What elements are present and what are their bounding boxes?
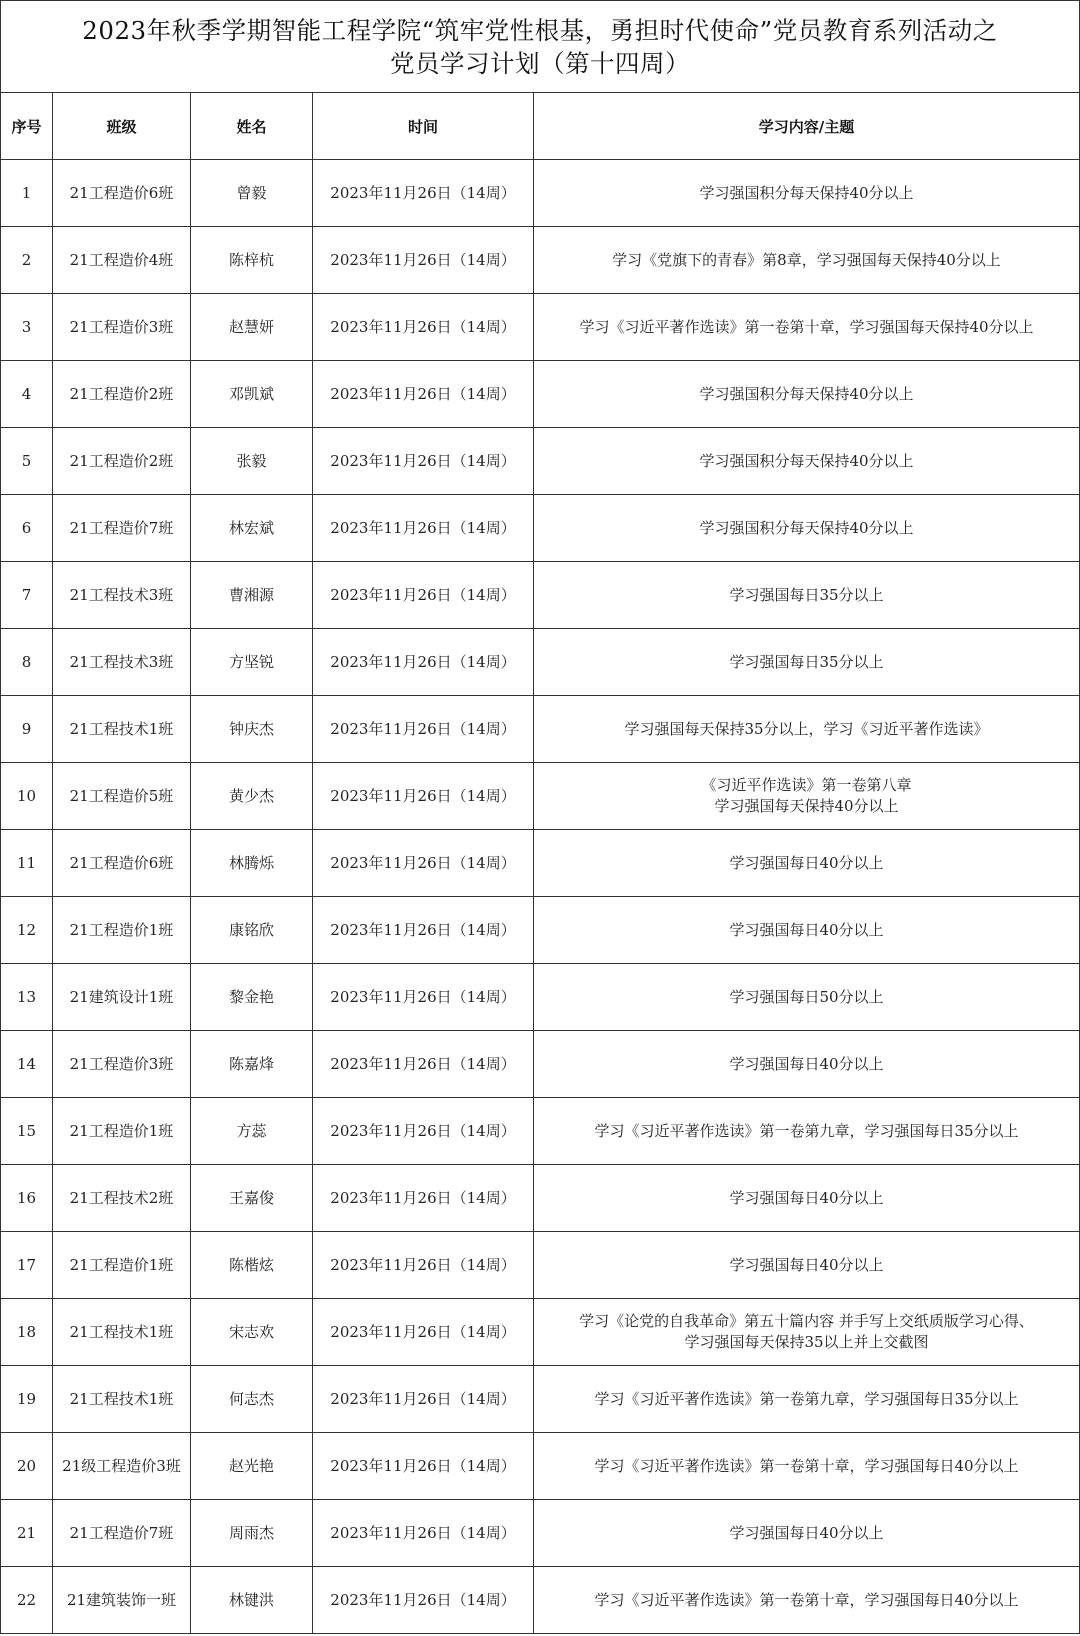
cell-class: 21工程造价5班 [53,763,191,830]
cell-class: 21工程技术1班 [53,1299,191,1366]
table-row [1,830,1080,897]
table-row [1,964,1080,1031]
cell-class: 21工程造价6班 [53,830,191,897]
content-line: 学习强国每日40分以上 [729,1255,884,1274]
content-line: 学习强国积分每天保持40分以上 [699,183,914,202]
content-line: 学习强国每日40分以上 [729,1523,884,1542]
cell-name: 王嘉俊 [191,1165,313,1232]
cell-no: 5 [1,428,53,495]
cell-content [534,1433,1080,1500]
cell-class: 21工程造价7班 [53,1500,191,1567]
cell-time: 2023年11月26日（14周） [313,495,534,562]
table-row [1,763,1080,830]
table-row [1,696,1080,763]
table-row [1,160,1080,227]
table-row [1,294,1080,361]
table-row [1,897,1080,964]
cell-no: 3 [1,294,53,361]
content-line: 学习强国积分每天保持40分以上 [699,518,914,537]
cell-no: 2 [1,227,53,294]
cell-no: 11 [1,830,53,897]
content-line: 学习强国每天保持40分以上 [714,797,899,815]
table-row [1,227,1080,294]
cell-content [534,830,1080,897]
cell-class: 21工程造价2班 [53,361,191,428]
content-line: 学习《习近平著作选读》第一卷第九章，学习强国每日35分以上 [594,1389,1019,1408]
header-time: 时间 [313,93,534,160]
cell-no: 20 [1,1433,53,1500]
cell-content [534,1567,1080,1634]
cell-no: 8 [1,629,53,696]
cell-content [534,562,1080,629]
cell-class: 21工程技术1班 [53,696,191,763]
table-row [1,1500,1080,1567]
cell-name: 周雨杰 [191,1500,313,1567]
table-row [1,361,1080,428]
cell-name: 陈楷炫 [191,1232,313,1299]
cell-no: 7 [1,562,53,629]
table-row [1,1299,1080,1366]
cell-content [534,1500,1080,1567]
cell-content [534,495,1080,562]
content-line: 学习强国每日40分以上 [729,853,884,872]
cell-content [534,1165,1080,1232]
cell-name: 林键洪 [191,1567,313,1634]
table-row [1,1031,1080,1098]
title-line-2: 党员学习计划（第十四周） [390,48,690,78]
cell-class: 21工程技术3班 [53,629,191,696]
document-title [0,0,1080,92]
table-row [1,1366,1080,1433]
header-no: 序号 [1,93,53,160]
table-row [1,495,1080,562]
cell-name: 赵光艳 [191,1433,313,1500]
table-row [1,428,1080,495]
cell-name: 方蕊 [191,1098,313,1165]
content-line: 学习强国每日35分以上 [729,652,884,671]
cell-content [534,763,1080,830]
content-line: 学习强国每日35分以上 [729,585,884,604]
content-line: 《习近平作选读》第一卷第八章 [701,776,912,794]
cell-no: 9 [1,696,53,763]
cell-name: 宋志欢 [191,1299,313,1366]
cell-no: 19 [1,1366,53,1433]
cell-time: 2023年11月26日（14周） [313,1500,534,1567]
content-line: 学习强国每日40分以上 [729,1054,884,1073]
table-row [1,629,1080,696]
cell-time: 2023年11月26日（14周） [313,964,534,1031]
table-row [1,1232,1080,1299]
study-plan-table [0,92,1080,1634]
cell-class: 21工程技术2班 [53,1165,191,1232]
cell-name: 方坚锐 [191,629,313,696]
content-line: 学习强国每日40分以上 [729,1188,884,1207]
cell-no: 6 [1,495,53,562]
cell-time: 2023年11月26日（14周） [313,1299,534,1366]
cell-time: 2023年11月26日（14周） [313,227,534,294]
cell-class: 21工程造价3班 [53,294,191,361]
cell-name: 曾毅 [191,160,313,227]
cell-content [534,294,1080,361]
cell-name: 林腾烁 [191,830,313,897]
cell-class: 21工程造价3班 [53,1031,191,1098]
table-row [1,1098,1080,1165]
cell-content [534,964,1080,1031]
header-class: 班级 [53,93,191,160]
cell-time: 2023年11月26日（14周） [313,160,534,227]
cell-content [534,428,1080,495]
cell-name: 钟庆杰 [191,696,313,763]
cell-no: 1 [1,160,53,227]
cell-name: 邓凯斌 [191,361,313,428]
cell-content [534,1366,1080,1433]
content-line: 学习《习近平著作选读》第一卷第十章，学习强国每天保持40分以上 [579,317,1034,336]
cell-time: 2023年11月26日（14周） [313,1567,534,1634]
cell-time: 2023年11月26日（14周） [313,562,534,629]
cell-no: 4 [1,361,53,428]
cell-time: 2023年11月26日（14周） [313,629,534,696]
cell-time: 2023年11月26日（14周） [313,1366,534,1433]
cell-class: 21工程造价1班 [53,1098,191,1165]
cell-class: 21级工程造价3班 [53,1433,191,1500]
cell-name: 赵慧妍 [191,294,313,361]
cell-time: 2023年11月26日（14周） [313,294,534,361]
cell-content [534,227,1080,294]
cell-name: 陈嘉烽 [191,1031,313,1098]
table-row [1,1165,1080,1232]
content-line: 学习《习近平著作选读》第一卷第十章，学习强国每日40分以上 [594,1456,1019,1475]
table-header-row [1,93,1080,160]
cell-class: 21工程技术1班 [53,1366,191,1433]
cell-content [534,361,1080,428]
cell-time: 2023年11月26日（14周） [313,897,534,964]
header-name: 姓名 [191,93,313,160]
cell-no: 14 [1,1031,53,1098]
cell-class: 21工程造价1班 [53,1232,191,1299]
cell-time: 2023年11月26日（14周） [313,830,534,897]
content-line: 学习《习近平著作选读》第一卷第十章，学习强国每日40分以上 [594,1590,1019,1609]
cell-class: 21建筑装饰一班 [53,1567,191,1634]
cell-class: 21工程造价4班 [53,227,191,294]
cell-class: 21工程造价6班 [53,160,191,227]
cell-name: 林宏斌 [191,495,313,562]
cell-class: 21工程造价7班 [53,495,191,562]
cell-class: 21工程造价2班 [53,428,191,495]
header-content: 学习内容/主题 [534,93,1080,160]
cell-name: 陈梓杭 [191,227,313,294]
cell-content [534,696,1080,763]
cell-time: 2023年11月26日（14周） [313,763,534,830]
cell-content [534,1299,1080,1366]
cell-content [534,1031,1080,1098]
content-line: 学习强国每天保持35以上并上交截图 [684,1333,929,1351]
cell-time: 2023年11月26日（14周） [313,428,534,495]
cell-time: 2023年11月26日（14周） [313,1232,534,1299]
cell-class: 21工程造价1班 [53,897,191,964]
cell-name: 康铭欣 [191,897,313,964]
content-line: 学习强国积分每天保持40分以上 [699,451,914,470]
content-line: 学习强国积分每天保持40分以上 [699,384,914,403]
content-line: 学习《论党的自我革命》第五十篇内容 并手写上交纸质版学习心得、 [579,1312,1034,1330]
content-line: 学习强国每日50分以上 [729,987,884,1006]
cell-name: 何志杰 [191,1366,313,1433]
cell-no: 10 [1,763,53,830]
cell-time: 2023年11月26日（14周） [313,1031,534,1098]
cell-time: 2023年11月26日（14周） [313,1433,534,1500]
table-row [1,1433,1080,1500]
content-line: 学习《习近平著作选读》第一卷第九章，学习强国每日35分以上 [594,1121,1019,1140]
cell-no: 13 [1,964,53,1031]
cell-content [534,160,1080,227]
cell-name: 张毅 [191,428,313,495]
content-line: 学习强国每天保持35分以上，学习《习近平著作选读》 [624,719,989,738]
cell-content [534,1098,1080,1165]
content-line: 学习强国每日40分以上 [729,920,884,939]
cell-name: 曹湘源 [191,562,313,629]
cell-time: 2023年11月26日（14周） [313,1165,534,1232]
cell-no: 15 [1,1098,53,1165]
cell-no: 16 [1,1165,53,1232]
cell-content [534,897,1080,964]
cell-name: 黎金艳 [191,964,313,1031]
cell-content [534,629,1080,696]
cell-time: 2023年11月26日（14周） [313,1098,534,1165]
cell-class: 21工程技术3班 [53,562,191,629]
content-line: 学习《党旗下的青春》第8章，学习强国每天保持40分以上 [612,250,1001,269]
table-row [1,1567,1080,1634]
cell-time: 2023年11月26日（14周） [313,361,534,428]
cell-name: 黄少杰 [191,763,313,830]
cell-class: 21建筑设计1班 [53,964,191,1031]
cell-no: 18 [1,1299,53,1366]
table-row [1,562,1080,629]
cell-time: 2023年11月26日（14周） [313,696,534,763]
title-line-1: 2023年秋季学期智能工程学院“筑牢党性根基，勇担时代使命”党员教育系列活动之 [82,15,998,45]
cell-content [534,1232,1080,1299]
cell-no: 21 [1,1500,53,1567]
table-body [1,160,1080,1634]
cell-no: 22 [1,1567,53,1634]
cell-no: 17 [1,1232,53,1299]
cell-no: 12 [1,897,53,964]
